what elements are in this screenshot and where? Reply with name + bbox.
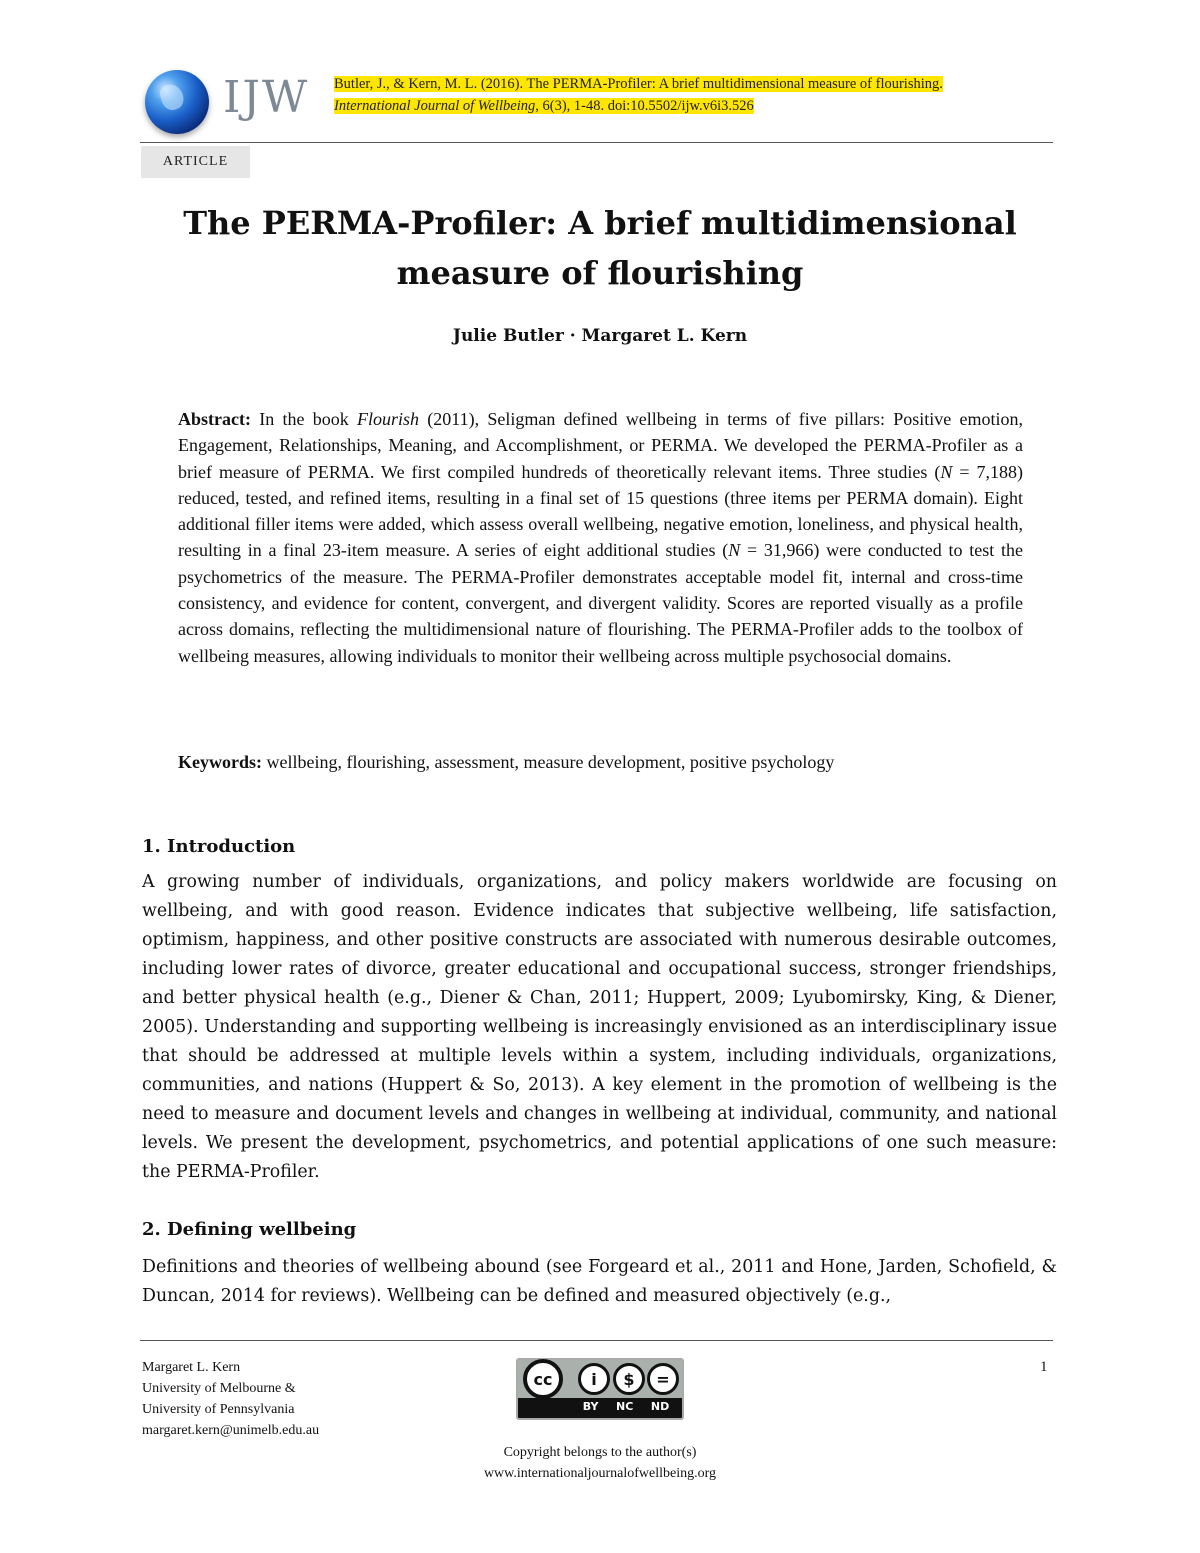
license-label: NC [616, 1400, 634, 1413]
abstract [178, 406, 1023, 669]
author-name: Margaret L. Kern [142, 1360, 241, 1375]
author-affiliation [142, 1357, 319, 1441]
section-heading: 1. Introduction [142, 836, 296, 857]
section-heading: 2. Defining wellbeing [142, 1219, 357, 1240]
affiliation-line: University of Melbourne & [142, 1381, 296, 1396]
cc-license-badge[interactable] [516, 1358, 684, 1420]
abstract-book-title: Flourish [356, 409, 419, 429]
abstract-label: Abstract: [178, 409, 251, 429]
globe-icon [145, 70, 209, 134]
header-rule [140, 142, 1053, 143]
section-paragraph: A growing number of individuals, organizations, and policy makers worldwide are focusing on wellbeing, and with good reason. Evidence indicates that subjective wellbeing, life satisfaction, optimism, happiness, and other positive constructs are associated with numerous desirable outcomes, including lower rates of divorce, greater educational and occupational success, stronger friendships, and better physical health (e.g., Diener & Chan, 2011; Huppert, 2009; Lyubomirsky, King, & Diener, 2005). Understanding and supporting wellbeing is increasingly envisioned as an interdisciplinary issue that should be addressed at multiple levels within a system, including individuals, organizations, communities, and nations (Huppert & So, 2013). A key element in the promotion of wellbeing is the need to measure and document levels and changes in wellbeing at individual, community, and national levels. We present the development, psychometrics, and potential applications of one such measure: the PERMA-Profiler. [142, 872, 1057, 1182]
by-icon: i [578, 1363, 610, 1395]
abstract-text: = 31,966) were conducted to test the psychometrics of the measure. The PERMA-Profiler demonstrates acceptable model fit, internal and cross-time consistency, and evidence for content, convergent, and divergent validity. Scores are reported visually as a profile across domains, reflecting the multidimensional nature of flourishing. The PERMA-Profiler adds to the toolbox of wellbeing measures, allowing individuals to monitor their wellbeing across multiple psychosocial domains. [178, 540, 1023, 666]
page-number: 1 [1040, 1359, 1048, 1375]
nd-icon: = [647, 1363, 679, 1395]
keywords-text: wellbeing, flourishing, assessment, measure development, positive psychology [262, 752, 835, 772]
keywords-label: Keywords: [178, 752, 262, 772]
abstract-n-variable: N [728, 540, 741, 561]
logo-text: IJW [223, 72, 310, 123]
citation-line-2: , 6(3), 1-48. doi:10.5502/ijw.v6i3.526 [535, 98, 754, 114]
abstract-text: In the book [250, 409, 357, 429]
section-tag: ARTICLE [141, 146, 250, 178]
license-label: BY [582, 1400, 599, 1413]
abstract-text: = 7,188) reduced, tested, and refined items, resulting in a final set of 15 questions (three items per PERMA domain). Eight additional filler items were added, which assess overall wellbeing, negative emotion, loneliness, and physical health, resulting in a final 23-item measure. A series of eight additional studies ( [178, 461, 1023, 561]
license-label: ND [650, 1400, 670, 1413]
abstract-text: (2011), Seligman defined wellbeing in terms of five pillars: Positive emotion, Engagement, Relationships, Meaning, and Accomplishment, or PERMA. We developed the PERMA-Profiler as a brief measure of PERMA. We first compiled hundreds of theoretically relevant items. Three studies ( [178, 409, 1024, 482]
affiliation-line: University of Pennsylvania [142, 1402, 295, 1417]
nc-icon: $ [613, 1363, 645, 1395]
keywords [178, 749, 1023, 775]
cc-icon: cc [523, 1359, 563, 1399]
footer-rule [140, 1340, 1053, 1341]
copyright-text: Copyright belongs to the author(s) [503, 1445, 697, 1460]
section-paragraph: Definitions and theories of wellbeing abound (see Forgeard et al., 2011 and Hone, Jarden, Schofield, & Duncan, 2014 for reviews). Wellbeing can be defined and measured objectively (e.g., [142, 1257, 1057, 1306]
authors: Julie Butler · Margaret L. Kern [452, 326, 748, 346]
website-link[interactable]: www.internationaljournalofwellbeing.org [483, 1466, 717, 1481]
author-email[interactable]: margaret.kern@unimelb.edu.au [142, 1423, 320, 1438]
citation-journal: International Journal of Wellbeing [334, 98, 536, 114]
abstract-n-variable: N [940, 461, 953, 482]
paper-title: The PERMA-Profiler: A brief multidimensional measure of flourishing [183, 204, 1017, 292]
journal-logo [145, 70, 325, 132]
citation [334, 73, 1064, 117]
citation-line-1: Butler, J., & Kern, M. L. (2016). The PERMA-Profiler: A brief multidimensional measure of flourishing. [334, 76, 943, 92]
copyright-notice [400, 1442, 800, 1484]
